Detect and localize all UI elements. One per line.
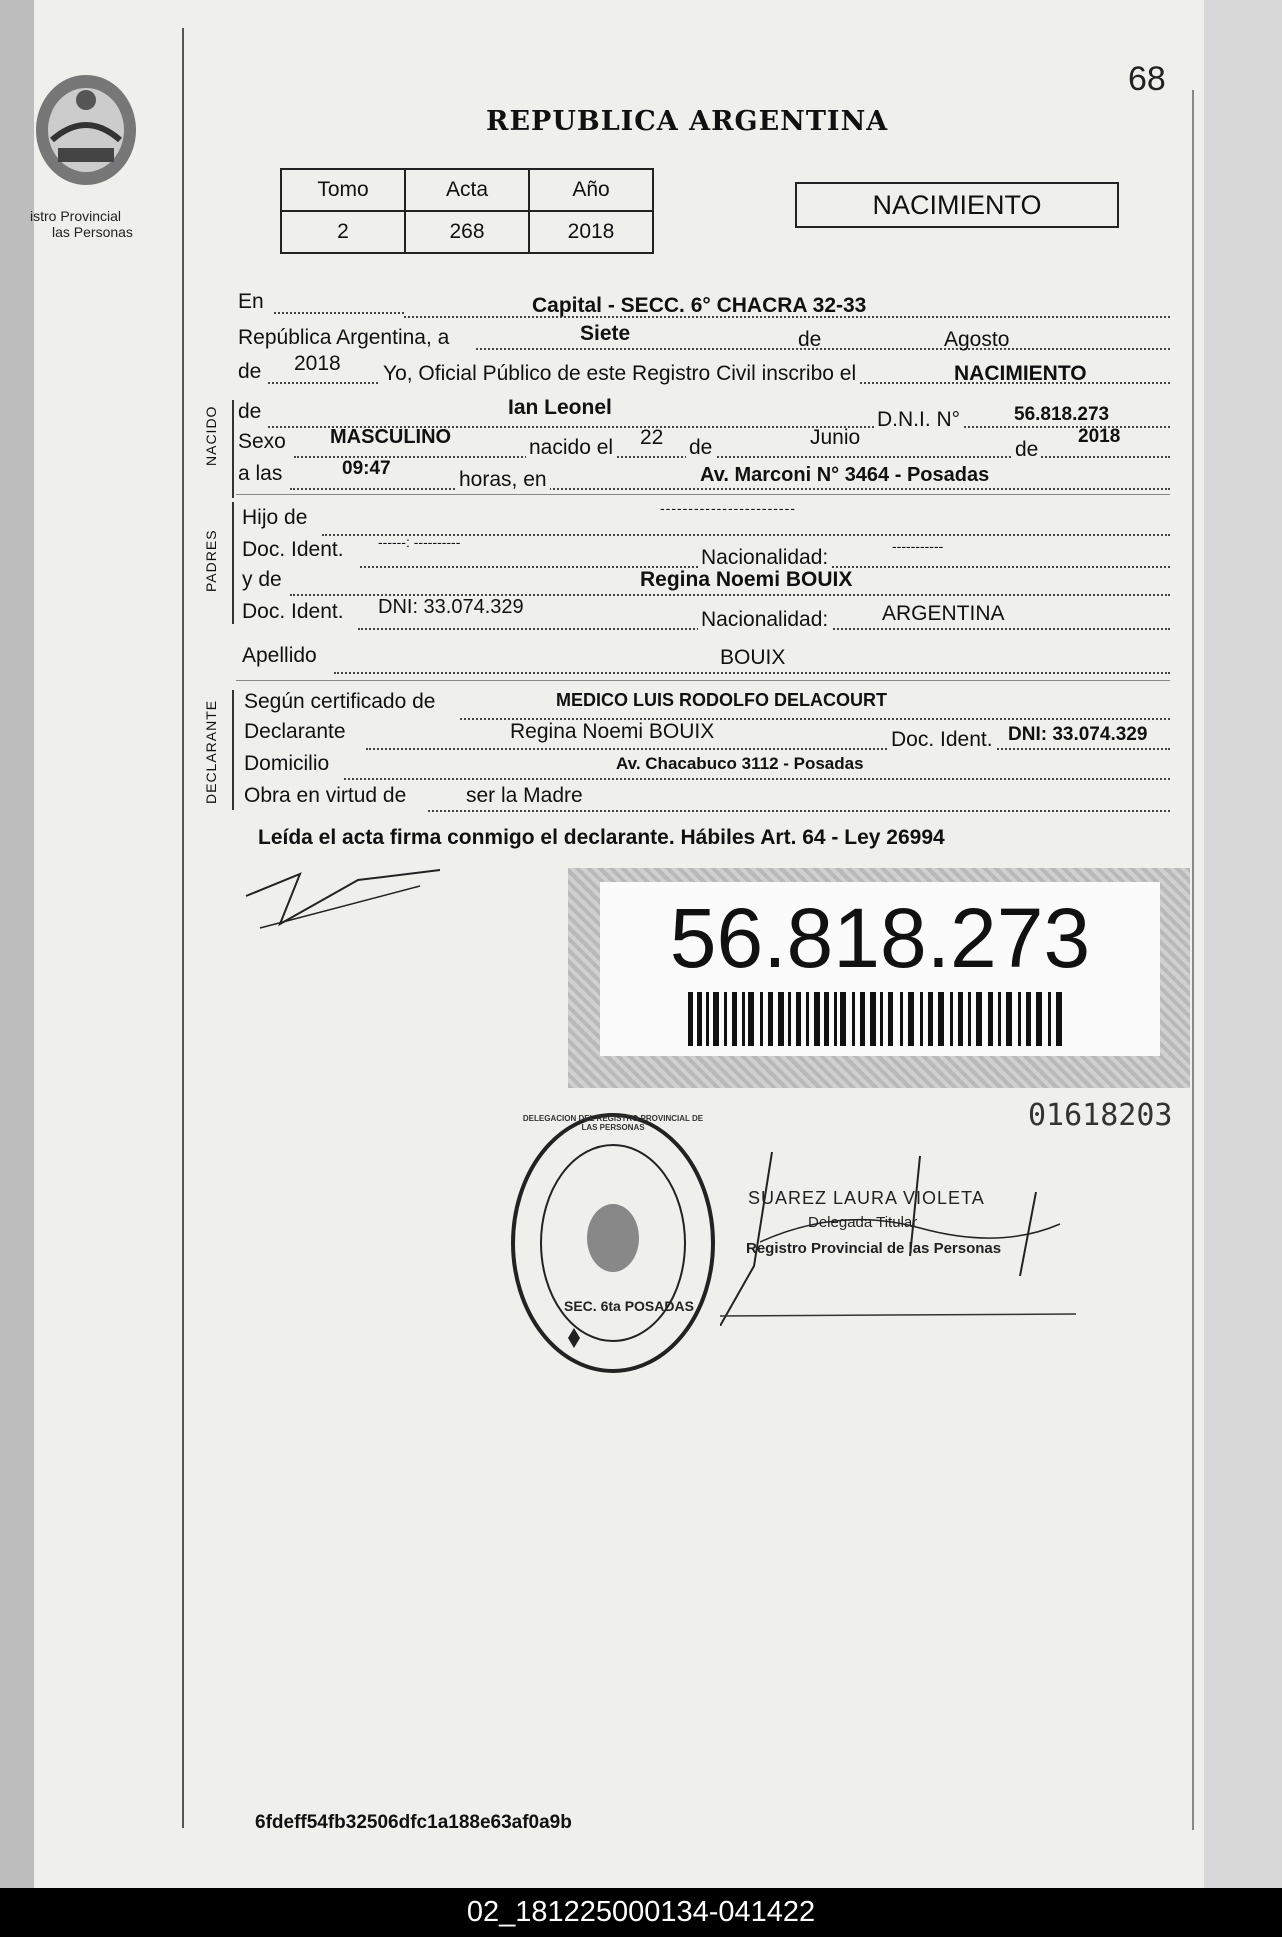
left-margin-rule bbox=[182, 28, 184, 1828]
acta-header-tomo: Tomo bbox=[281, 169, 405, 211]
nacido-el-label: nacido el bbox=[526, 436, 616, 460]
row-certificado bbox=[244, 690, 1170, 720]
dni-value: 56.818.273 bbox=[1014, 404, 1110, 425]
logo-caption-line-1: istro Provincial bbox=[30, 208, 122, 224]
y-de-label: y de bbox=[242, 568, 282, 591]
nac1-label: Nacionalidad: bbox=[698, 546, 831, 570]
barcode-number: 56.818.273 bbox=[669, 891, 1091, 985]
hijo-de-label: Hijo de bbox=[242, 506, 308, 529]
acta-table-value-row bbox=[281, 211, 653, 253]
hora-value: 09:47 bbox=[342, 458, 391, 479]
nacido-mes-value: Junio bbox=[810, 426, 861, 449]
padres-bracket bbox=[232, 502, 234, 624]
acta-header-acta: Acta bbox=[405, 169, 529, 211]
right-margin-rule bbox=[1192, 90, 1194, 1830]
tipo-value: NACIMIENTO bbox=[954, 362, 1087, 385]
provincial-seal-logo bbox=[34, 70, 142, 190]
doc2-label: Doc. Ident. bbox=[242, 600, 344, 623]
lugar-value: Av. Marconi N° 3464 - Posadas bbox=[700, 464, 990, 486]
declarant-signature bbox=[240, 856, 450, 936]
doc1-label: Doc. Ident. bbox=[242, 538, 344, 561]
acta-value-anio: 2018 bbox=[529, 211, 653, 253]
declarante-section-label: DECLARANTE bbox=[203, 699, 219, 804]
document-title: REPUBLICA ARGENTINA bbox=[486, 106, 889, 137]
nac2-label: Nacionalidad: bbox=[698, 608, 831, 632]
nacido-bracket bbox=[232, 400, 234, 498]
declarante-bracket bbox=[232, 690, 234, 810]
row-sexo bbox=[238, 426, 1170, 461]
republica-label: República Argentina, a bbox=[238, 326, 450, 349]
domicilio-label: Domicilio bbox=[244, 752, 330, 775]
en-value: Capital - SECC. 6° CHACRA 32-33 bbox=[532, 294, 867, 317]
logo-caption-line-2: las Personas bbox=[52, 224, 133, 240]
dni-barcode-label bbox=[568, 868, 1190, 1088]
en-label: En bbox=[238, 290, 264, 313]
official-round-stamp bbox=[508, 1108, 718, 1378]
obra-value: ser la Madre bbox=[466, 784, 583, 807]
row-hijo-de bbox=[242, 500, 1170, 536]
barcode-bars bbox=[688, 992, 1068, 1046]
certificado-label: Según certificado de bbox=[244, 690, 436, 713]
row-doc1 bbox=[242, 534, 1170, 569]
row-doc2 bbox=[242, 596, 1170, 631]
nacido-de-label: de bbox=[238, 400, 262, 423]
obra-label: Obra en virtud de bbox=[244, 784, 407, 807]
official-name: SUAREZ LAURA VIOLETA bbox=[748, 1188, 985, 1208]
anio-value: 2018 bbox=[294, 352, 341, 375]
acta-table-header-row bbox=[281, 169, 653, 211]
declarante-doc-label: Doc. Ident. bbox=[888, 728, 996, 752]
declarante-label: Declarante bbox=[244, 720, 346, 743]
row-en bbox=[238, 290, 1170, 320]
scan-right-edge bbox=[1204, 0, 1282, 1888]
nombre-value: Ian Leonel bbox=[508, 396, 612, 419]
row-republica bbox=[238, 322, 1170, 356]
section-divider-1 bbox=[236, 494, 1170, 495]
dni-label: D.N.I. N° bbox=[874, 408, 963, 432]
declarante-value: Regina Noemi BOUIX bbox=[510, 720, 715, 743]
row-y-de bbox=[242, 568, 1170, 598]
official-signature-scribble bbox=[720, 1146, 1080, 1326]
certificado-value: MEDICO LUIS RODOLFO DELACOURT bbox=[556, 690, 887, 710]
row-declarante bbox=[244, 720, 1170, 750]
logo-caption bbox=[30, 208, 133, 240]
de-label-1: de bbox=[798, 328, 822, 351]
official-office: Registro Provincial de las Personas bbox=[746, 1240, 1002, 1257]
nacido-section-label: NACIDO bbox=[203, 405, 219, 466]
barcode-inner-panel bbox=[600, 882, 1160, 1056]
nacido-de-label-2: de bbox=[1012, 438, 1041, 462]
serial-number: 01618203 bbox=[1028, 1098, 1173, 1133]
row-hora bbox=[238, 458, 1170, 492]
domicilio-value: Av. Chacabuco 3112 - Posadas bbox=[616, 754, 864, 773]
nacimiento-box: NACIMIENTO bbox=[795, 182, 1119, 228]
acta-value-tomo: 2 bbox=[281, 211, 405, 253]
mes-value: Agosto bbox=[944, 328, 1010, 351]
stamp-inner-text: SEC. 6ta POSADAS bbox=[564, 1298, 694, 1314]
scan-file-caption: 02_181225000134-041422 bbox=[466, 1896, 816, 1928]
apellido-value: BOUIX bbox=[720, 646, 786, 669]
nacido-anio-value: 2018 bbox=[1078, 426, 1121, 447]
nacido-dia-value: 22 bbox=[640, 426, 664, 449]
declarante-doc-value: DNI: 33.074.329 bbox=[1008, 724, 1148, 745]
leida-statement: Leída el acta firma conmigo el declarante. Hábiles Art. 64 - Ley 26994 bbox=[258, 826, 945, 849]
acta-value-acta: 268 bbox=[405, 211, 529, 253]
row-oficial bbox=[238, 352, 1170, 390]
doc1-value: ------: ---------- bbox=[378, 534, 461, 550]
de-label-2: de bbox=[238, 360, 262, 383]
row-obra bbox=[244, 784, 1170, 814]
section-divider-2 bbox=[236, 680, 1170, 681]
horas-en-label: horas, en bbox=[456, 468, 550, 492]
acta-header-anio: Año bbox=[529, 169, 653, 211]
nacido-de-label-1: de bbox=[686, 436, 715, 460]
padre-value: ------------------------ bbox=[660, 500, 796, 516]
sexo-value: MASCULINO bbox=[330, 426, 452, 448]
scan-left-edge bbox=[0, 0, 34, 1888]
scan-file-caption-bar bbox=[0, 1888, 1282, 1937]
madre-value: Regina Noemi BOUIX bbox=[640, 568, 853, 591]
apellido-label: Apellido bbox=[242, 644, 317, 667]
document-hash: 6fdeff54fb32506dfc1a188e63af0a9b bbox=[255, 1812, 572, 1833]
en-dotted-line bbox=[274, 290, 404, 314]
nac2-value: ARGENTINA bbox=[882, 602, 1005, 625]
padres-section-label: PADRES bbox=[203, 529, 219, 592]
official-role: Delegada Titular bbox=[808, 1214, 918, 1231]
alas-label: a las bbox=[238, 462, 283, 485]
stamp-ring-text: DELEGACION DEL REGISTRO PROVINCIAL DE LAS PERSONAS bbox=[522, 1114, 704, 1132]
row-domicilio bbox=[244, 752, 1170, 782]
dia-value: Siete bbox=[580, 322, 631, 345]
doc2-value: DNI: 33.074.329 bbox=[378, 596, 524, 618]
nac1-value: ----------- bbox=[892, 538, 944, 554]
page-number: 68 bbox=[1128, 60, 1166, 98]
oficial-text: Yo, Oficial Público de este Registro Civil inscribo el bbox=[380, 362, 859, 386]
row-apellido bbox=[242, 644, 1170, 674]
acta-table bbox=[280, 168, 654, 254]
sexo-label: Sexo bbox=[238, 430, 286, 453]
